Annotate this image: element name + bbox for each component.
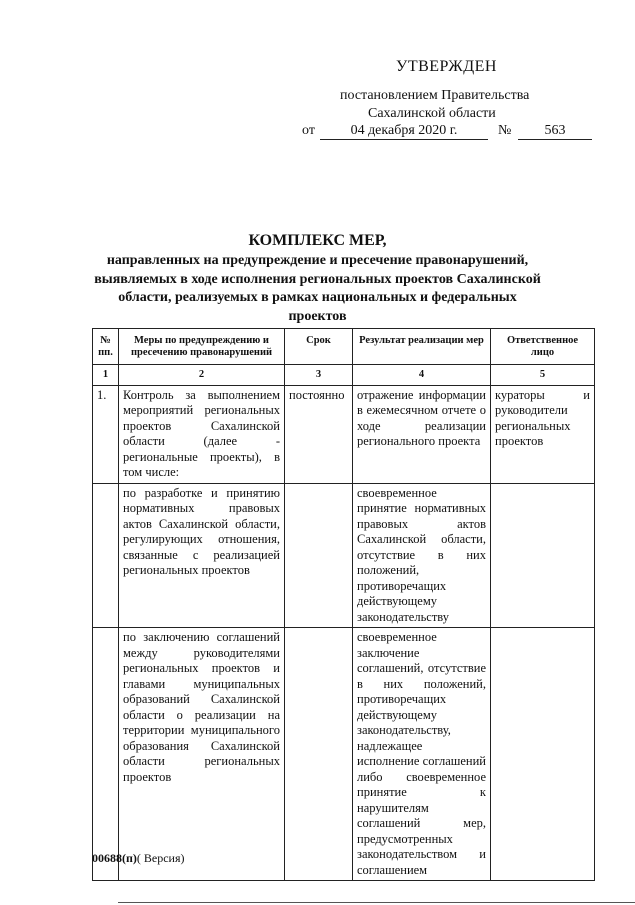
document-subtitle: направленных на предупреждение и пресечение правонарушений, выявляемых в ходе исполнения региональных проектов Сахалинской области, реализуемых в рамках национальных и федеральных проектов [94,253,541,324]
decree-date: 04 декабря 2020 г. [320,123,488,140]
row-term [285,483,353,628]
row-result: своевременное заключение соглашений, отсутствие в них положений, противоречащих действующему законодательству, надлежащее исполнение соглашений либо своевременное принятие к нарушителям соглашений мер, предусмотренных законодательством и соглашением [353,628,491,881]
header-term: Срок [285,329,353,365]
decree-number: 563 [518,123,592,140]
approved-title: УТВЕРЖДЕН [396,58,497,75]
column-number: 5 [491,365,595,386]
header-measures: Меры по предупреждению и пресечению правонарушений [119,329,285,365]
table-row [93,385,595,483]
row-measure: по заключению соглашений между руководителями региональных проектов и главами муниципальных образований Сахалинской области о реализации на территории муниципального образования Сахалинской области региональных проектов [119,628,285,881]
number-sign: № [498,123,512,138]
row-number [93,483,119,628]
row-responsible: кураторы и руководители региональных проектов [491,385,595,483]
header-responsible: Ответственное лицо [491,329,595,365]
decree-date-number [300,123,600,143]
row-number: 1. [93,385,119,483]
document-title: КОМПЛЕКС МЕР, [248,232,387,249]
row-measure: Контроль за выполнением мероприятий региональных проектов Сахалинской области (далее - региональные проекты), в том числе: [119,385,285,483]
document-version: ( Версия) [136,851,185,865]
row-responsible [491,628,595,881]
column-number-row [93,365,595,386]
column-number: 4 [353,365,491,386]
page-bottom-rule [118,902,635,903]
row-responsible [491,483,595,628]
row-number [93,628,119,881]
row-term: постоянно [285,385,353,483]
from-label: от [302,123,315,138]
column-number: 2 [119,365,285,386]
row-result: отражение информации в ежемесячном отчете о ходе реализации регионального проекта [353,385,491,483]
header-number: № пп. [93,329,119,365]
table-row [93,628,595,881]
row-measure: по разработке и принятию нормативных правовых актов Сахалинской области, регулирующих отношения, связанные с реализацией региональных проектов [119,483,285,628]
table-row [93,483,595,628]
footer-code [92,851,185,866]
table-header-row [93,329,595,365]
measures-table [92,328,595,881]
header-result: Результат реализации мер [353,329,491,365]
column-number: 3 [285,365,353,386]
decree-line-2: Сахалинской области [368,106,496,121]
document-code: 00688(п) [92,851,137,865]
row-result: своевременное принятие нормативных правовых актов Сахалинской области, отсутствие в них положений, противоречащих действующему законодательству [353,483,491,628]
column-number: 1 [93,365,119,386]
decree-line-1: постановлением Правительства [340,88,530,103]
row-term [285,628,353,881]
